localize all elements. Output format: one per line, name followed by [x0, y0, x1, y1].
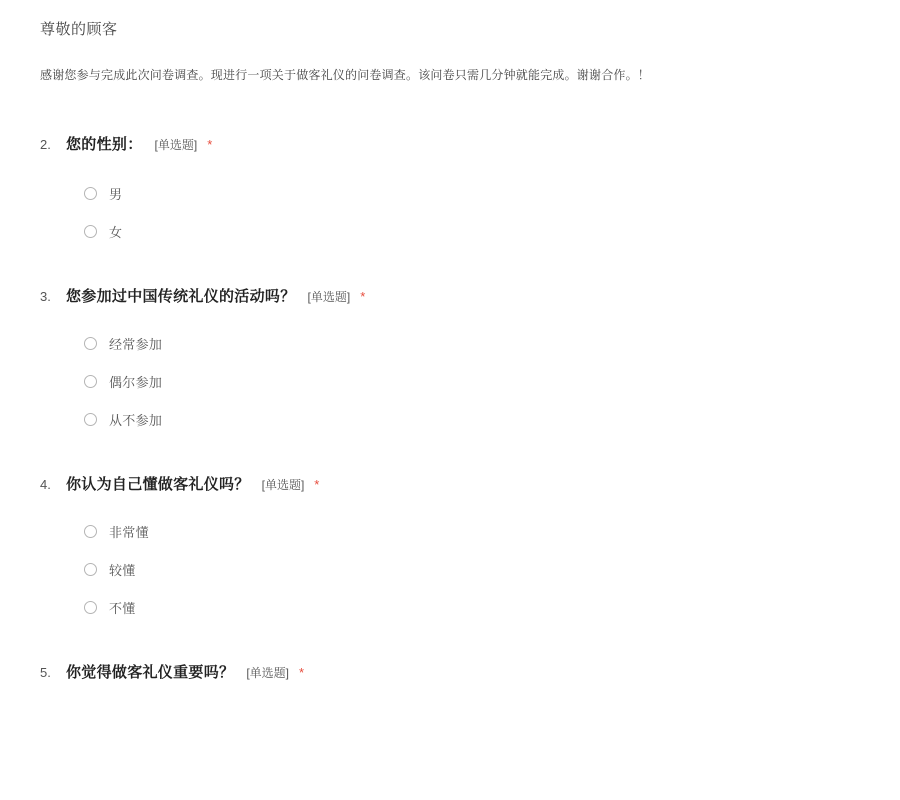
option-label: 男	[109, 187, 123, 203]
survey-header	[0, 0, 900, 85]
radio-icon[interactable]	[84, 563, 97, 576]
option-label: 从不参加	[109, 413, 163, 429]
question-number: 5.	[40, 665, 51, 681]
radio-icon[interactable]	[84, 337, 97, 350]
radio-icon[interactable]	[84, 525, 97, 538]
question-title: 你认为自己懂做客礼仪吗？	[66, 476, 250, 494]
question-item	[0, 285, 900, 429]
option-row[interactable]	[84, 372, 860, 391]
question-type-label: [单选题]	[154, 138, 198, 153]
question-header	[40, 661, 860, 682]
option-row[interactable]	[84, 410, 860, 429]
option-row[interactable]	[84, 334, 860, 353]
option-row[interactable]	[84, 560, 860, 579]
required-marker: *	[298, 665, 305, 681]
question-type-label: [单选题]	[307, 290, 351, 305]
question-type-label: [单选题]	[261, 478, 305, 493]
option-group	[40, 522, 860, 617]
page-title: 尊敬的顾客	[40, 21, 118, 38]
option-group	[40, 334, 860, 429]
question-header	[40, 285, 860, 306]
radio-icon[interactable]	[84, 375, 97, 388]
option-label: 经常参加	[109, 337, 163, 353]
required-marker: *	[207, 137, 213, 153]
option-label: 较懂	[109, 563, 136, 579]
survey-intro-text: 感谢您参与完成此次问卷调查。现进行一项关于做客礼仪的问卷调查。该问卷只需几分钟就能完成。谢谢合作。！	[40, 68, 651, 82]
option-label: 女	[109, 225, 123, 241]
question-item	[0, 473, 900, 617]
question-number: 3.	[40, 289, 51, 305]
option-row[interactable]	[84, 184, 860, 203]
option-label: 偶尔参加	[109, 375, 163, 391]
option-row[interactable]	[84, 522, 860, 541]
question-title: 你觉得做客礼仪重要吗？	[66, 664, 235, 682]
question-item	[0, 133, 900, 241]
option-group	[40, 184, 860, 241]
option-label: 非常懂	[109, 525, 149, 541]
question-list	[0, 133, 900, 682]
radio-icon[interactable]	[84, 413, 97, 426]
option-label: 不懂	[109, 601, 136, 617]
question-number: 4.	[40, 477, 51, 493]
radio-icon[interactable]	[84, 187, 97, 200]
option-row[interactable]	[84, 598, 860, 617]
question-header	[40, 473, 860, 494]
question-header	[40, 133, 860, 154]
question-item	[0, 661, 900, 682]
question-title: 您参加过中国传统礼仪的活动吗？	[66, 288, 296, 306]
question-title: 您的性别：	[66, 136, 143, 154]
radio-icon[interactable]	[84, 225, 97, 238]
question-number: 2.	[40, 137, 51, 153]
required-marker: *	[360, 289, 366, 305]
question-type-label: [单选题]	[246, 666, 289, 681]
required-marker: *	[314, 477, 320, 493]
option-row[interactable]	[84, 222, 860, 241]
radio-icon[interactable]	[84, 601, 97, 614]
